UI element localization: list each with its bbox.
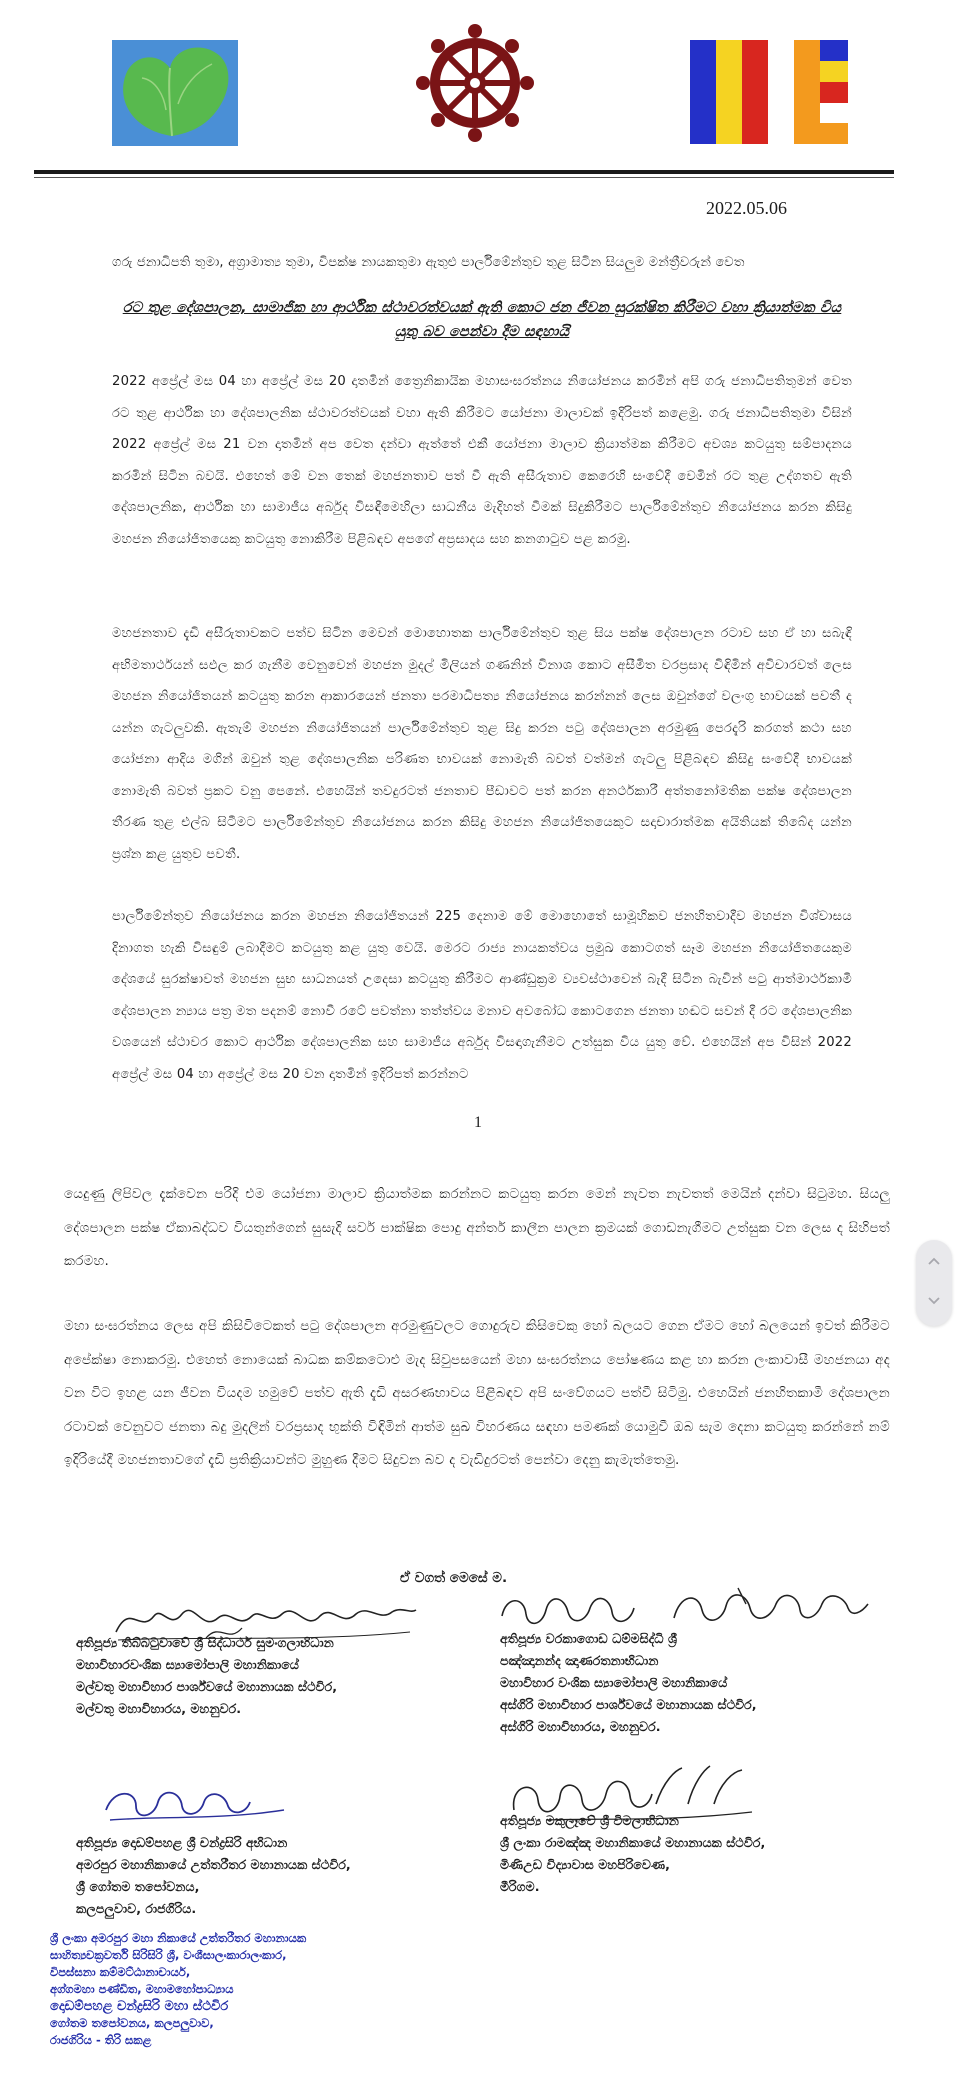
signatory-line: ශ්‍රී ලංකා රාමඤ්ඤ මහානිකායේ මහානායක ස්ථවිර,	[500, 1835, 766, 1850]
letter-closing: ඒ වගත් මෙසේ ම.	[400, 1570, 508, 1586]
body-paragraph: මහා සංඝරත්නය ලෙස අපි කිසිවිටෙකත් පටු දේශපාලන අරමුණුවලට ගොදුරුව කිසිවෙකු හෝ බලයට ගෙන ඒමට හෝ බලයෙන් ඉවත් කිරීමට අපේක්ෂා නොකරමු. එහෙත් නොයෙක් බාධක කම්කටොළු මැද සිවුපසයෙන් මහා සංඝරත්නය පෝෂණය කළ හා කරන ලංකාවාසී මහජනයා අද වන විට ඉහළ යන ජීවන වියදම හමුවේ පත්ව ඇති දැඩි අසරණභාවය පිළිබඳව අපි සංවේගයට පත්වී සිටිමු. එහෙයින් ජනහිතකාමී දේශපාලන රටාවක් වෙනුවට ජනතා බදු මුදලින් වරප්‍රසාද භුක්ති විඳිමින් ආත්ම සුඛ විහරණය සඳහා පමණක් යොමුවී ඔබ සැම දෙනා කටයුතු කරන්නේ නම් ඉදිරියේදී මහජනතාවගේ දැඩි ප්‍රතික්‍රියාවන්ට මුහුණ දීමට සිදුවන බව ද වැඩිදුරටත් පෙන්වා දෙනු කැමැත්තෙමු.	[64, 1318, 890, 1468]
signatory-block	[500, 1810, 765, 1898]
signatory-line: මීරිගම.	[500, 1879, 540, 1894]
header-divider-thin	[34, 177, 894, 178]
chevron-down-icon[interactable]	[926, 1292, 942, 1308]
signatory-block	[76, 1832, 351, 1920]
signatory-line: මිණිඋඩ විද්‍යාවාස මහපිරිවෙණ,	[500, 1857, 670, 1872]
page-number: 1	[474, 1114, 482, 1131]
stamp-line: අග්ගමහා පණ්ඩිත, මහාමහෝපාධ්‍යාය	[50, 1982, 234, 1996]
signatory-line: ශ්‍රී ගෝතම තපෝවනය,	[76, 1879, 200, 1894]
letter-addressee: ගරු ජනාධිපති තුමා, අග්‍රාමාත්‍ය තුමා, විපක්ෂ නායකතුමා ඇතුළු පාර්ලිමේන්තුව තුළ සිටින සියලුම මන්ත්‍රීවරුන් වෙත	[112, 255, 745, 270]
signatory-line: අස්ගිරි මහාවිහාර පාර්ශ්වයේ මහානායක ස්ථවිර,	[500, 1697, 757, 1712]
stamp-line: රාජගිරිය - තිරි සකළ	[50, 2033, 152, 2047]
signatory-line: අතිපූජ්‍ය වරකාගොඩ ධම්මසිද්ධි ශ්‍රී	[500, 1631, 677, 1646]
signatory-block	[500, 1628, 757, 1738]
page-scroll-widget[interactable]	[916, 1240, 952, 1326]
official-stamp	[50, 1930, 380, 2049]
handwritten-signature	[100, 1780, 290, 1826]
stamp-line: ගෝතම තපෝවනය, කලපලුවාව,	[50, 2016, 214, 2030]
signatory-line: අතිපූජ්‍ය තිබ්බටුවාවේ ශ්‍රී සිද්ධාර්ථ සුමංගලාභිධාන	[76, 1635, 334, 1650]
signatory-line: මහාවිහාර වංශික ස්‍යාමෝපාලි මහානිකායේ	[500, 1675, 728, 1690]
dharma-wheel-logo	[414, 22, 536, 144]
signatory-line: මල්වතු මහාවිහාරය, මහනුවර.	[76, 1701, 242, 1716]
body-paragraph: පාර්ලිමේන්තුව නියෝජනය කරන මහජන නියෝජිතයන් 225 දෙනාම මේ මොහොතේ සාමූහිකව ජනහිතවාදීව මහජන විශ්වාසය දිනාගත හැකි විසඳුම් ලබාදීමට කටයුතු කළ යුතු වෙයි. මෙරට රාජ්‍ය නායකත්වය ප්‍රමුඛ කොටගත් සෑම මහජන නියෝජිතයෙකුම දේශයේ සුරක්ෂාවත් මහජන සුභ සාධනයත් උදෙසා කටයුතු කිරීමට ආණ්ඩුක්‍රම ව්‍යවස්ථාවෙන් බැදී සිටින බැවින් පටු ආත්මාර්ථකාමී දේශපාලන න්‍යාය පත්‍ර මත පදනම් නොවී රටේ පවත්නා තත්ත්වය මනාව අවබෝධ කොටගෙන ජනතා හඬට සවන් දී රට දේශපාලනික වශයෙන් ස්ථාවර කොට ආර්ථික දේශපාලනික සහ සාමාජීය අර්බුද විසඳාගැනීමට උත්සුක විය යුතු වේ. එහෙයින් අප විසින් 2022 අප්‍රේල් මස 04 හා අප්‍රේල් මස 20 වන දාතමින් ඉදිරිපත් කරන්නට	[112, 909, 852, 1082]
buddhist-flag-logo	[690, 40, 848, 144]
chevron-up-icon[interactable]	[926, 1254, 942, 1270]
letter-subject: රට තුළ දේශපාලන, සාමාජික හා ආර්ථික ස්ථාවරත්වයක් ඇති කොට ජන ජීවන සුරක්ෂිත කිරීමට වහා ක්‍රියාත්මක විය යුතු බව පෙන්වා දීම සඳහායි	[122, 300, 842, 340]
signatory-line: අතිපූජ්‍ය මකුලෑවේ ශ්‍රී විමලාභිධාන	[500, 1813, 679, 1828]
signatory-line: කලපලුවාව, රාජගිරිය.	[76, 1901, 197, 1916]
signatory-line: මහාවිහාරවංශික ස්‍යාමෝපාලි මහානිකායේ	[76, 1657, 299, 1672]
signatory-block	[76, 1632, 337, 1720]
stamp-line: සාහිත්‍යචක්‍රවර්ති සිරිසිරි ශ්‍රී, වංශීසාලංකාරාලංකාර,	[50, 1948, 287, 1962]
signatory-line: පඤ්ඤානන්ද ඤාණරතනාභිධාන	[500, 1653, 659, 1668]
stamp-line: ශ්‍රී ලංකා අමරපුර මහා නිකායේ උත්තරීතර මහානායක	[50, 1931, 307, 1945]
signatory-line: අමරපුර මහානිකායේ උත්තරීතර මහානායක ස්ථවිර,	[76, 1857, 351, 1872]
body-paragraph: යෙදුණු ලිපිවල දැක්වෙන පරිදි එම යෝජනා මාලාව ක්‍රියාත්මක කරන්නට කටයුතු කරන මෙන් නැවත නැවතත් මෙයින් දන්වා සිටුමහ. සියලු දේශපාලන පක්ෂ ඒකාබද්ධව වියතුන්ගෙන් සුසැදි සර්ව පාක්ෂික පොදු අන්තර් කාලීන පාලන ක්‍රමයක් ගොඩනැගීමට උත්සුක වන ලෙස ද සිහිපත් කරමහ.	[64, 1186, 890, 1269]
body-paragraph: 2022 අප්‍රේල් මස 04 හා අප්‍රේල් මස 20 දාතමින් ත්‍රෛනිකායික මහාසංඝරත්නය නියෝජනය කරමින් අපි ගරු ජනාධිපතිතුමන් වෙත රට තුළ ආර්ථික හා දේශපාලනික ස්ථාවරත්වයක් වහා ඇති කිරීමට යෝජනා මාලාවක් ඉදිරිපත් කළෙමු. ගරු ජනාධිපතිතුමා විසින් 2022 අප්‍රේල් මස 21 වන දාතමින් අප වෙත දන්වා ඇත්තේ එකී යෝජනා මාලාව ක්‍රියාත්මක කිරීමට අවශ්‍ය කටයුතු සම්පාදනය කරමින් සිටින බවයි. එහෙත් මේ වන තෙක් මහජනතාව පත් වී ඇති අසීරුතාව කෙරෙහි සංවේදී වෙමින් රට තුළ උද්ගතව ඇති දේශපාලනික, ආර්ථික හා සාමාජීය අර්බුද විසඳීමෙහිලා සාධනීය මැදිහත් වීමක් සිදුකිරීමට පාර්ලිමේන්තුව නියෝජනය කරන කිසිදු මහජන නියෝජිතයෙකු කටයුතු නොකිරීම පිළිබඳව අපගේ අප්‍රසාදය සහ කනගාටුව පළ කරමු.	[112, 374, 852, 547]
header-divider	[34, 170, 894, 174]
stamp-line: දොඩම්පහළ චන්ද්‍රසිරි මහා ස්ථවිර	[50, 1999, 229, 2014]
signatory-line: අතිපූජ්‍ය දොඩම්පහළ ශ්‍රී චන්ද්‍රසිරි අභිධාන	[76, 1835, 288, 1850]
signatory-line: මල්වතු මහාවිහාර පාර්ශ්වයේ මහානායක ස්ථවිර,	[76, 1679, 338, 1694]
signatory-line: අස්ගිරි මහාවිහාරය, මහනුවර.	[500, 1719, 661, 1734]
body-paragraph: මහජනතාව දැඩි අසීරුතාවකට පත්ව සිටින මෙවන් මොහොතක පාර්ලිමේන්තුව තුළ සිය පක්ෂ දේශපාලන රටාව සහ ඒ හා සබැඳි අභිමතාර්ථයන් සඵල කර ගැනීම වෙනුවෙන් මහජන මුදල් මිලියන් ගණනින් විනාශ කොට අසීමිත වරප්‍රසාද විඳිමින් අවිචාරවත් ලෙස මහජන නියෝජිතයන් කටයුතු කරන ආකාරයෙන් ජනතා පරමාධිපත්‍ය නියෝජනය කරන්නන් ලෙස ඔවුන්ගේ වලංගු භාවයක් පවතී ද යන්න ගැටලුවකි. ඇතැම් මහජන නියෝජිතයන් පාර්ලිමේන්තුව තුළ සිදු කරන පටු දේශපාලන අරමුණු පෙරදැරි කරගත් කථා සහ යෝජනා ආදිය මගින් ඔවුන් තුළ දේශපාලනික පරිණත භාවයක් නොමැති බවත් වත්මන් ගැටලු පිළිබඳව කිසිදු සංවේදී භාවයක් නොමැති බවත් ප්‍රකට වනු පෙනේ. එහෙයින් තවදුරටත් ජනතාව පීඩාවට පත් කරන අනර්ථකාරී අත්තනෝමතික පක්ෂ දේශපාලන තීරණ තුළ එල්බ සිටීමට පාර්ලිමේන්තුව නියෝජනය කරන කිසිදු මහජන නියෝජිතයෙකුට සදාචාරාත්මක අයිතියක් තිබේද යන්න ප්‍රශ්න කළ යුතුව පවතී.	[112, 626, 852, 862]
stamp-line: විපස්සනා කම්මට්ඨානාචාර්ය,	[50, 1965, 191, 1979]
bodhi-leaf-logo	[112, 40, 238, 146]
letter-date: 2022.05.06	[706, 198, 787, 218]
